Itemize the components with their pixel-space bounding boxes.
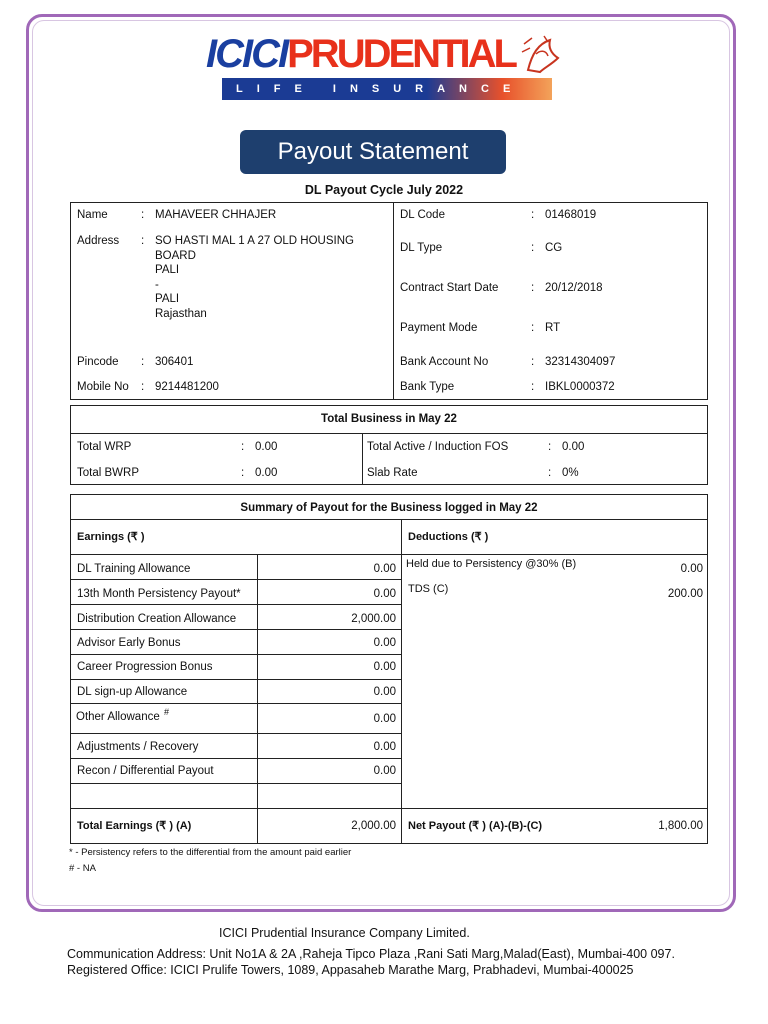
- dl-type-value: CG: [545, 242, 563, 254]
- earning-value: 0.00: [373, 563, 396, 575]
- earnings-header: Earnings (₹ ): [77, 531, 145, 543]
- pincode-label: Pincode: [77, 356, 119, 368]
- summary-divider: [257, 554, 258, 844]
- pincode-value: 306401: [155, 356, 194, 368]
- net-payout-value: 1,800.00: [658, 820, 703, 832]
- row-divider: [70, 783, 401, 784]
- logo-wordmark: [206, 30, 515, 78]
- company-logo: [206, 30, 566, 106]
- logo-icici-text: ICICI: [206, 32, 288, 76]
- earning-value: 2,000.00: [351, 613, 396, 625]
- wrp-label: Total WRP: [77, 441, 132, 453]
- name-label: Name: [77, 209, 108, 221]
- address-line: Rajasthan: [155, 308, 207, 320]
- net-payout-label: Net Payout (₹ ) (A)-(B)-(C): [408, 820, 543, 832]
- bank-account-label: Bank Account No: [400, 356, 489, 368]
- earning-value: 0.00: [373, 741, 396, 753]
- colon: :: [531, 322, 535, 334]
- deduction-label: Held due to Persistency @30% (B): [406, 558, 577, 570]
- earning-label: Other Allowance: [76, 711, 160, 723]
- colon: :: [531, 282, 535, 294]
- logo-tagline: LIFE INSURANCE: [222, 78, 552, 100]
- row-divider: [70, 808, 708, 809]
- address-line: SO HASTI MAL 1 A 27 OLD HOUSING: [155, 235, 354, 247]
- earning-value: 0.00: [373, 661, 396, 673]
- colon: :: [531, 356, 535, 368]
- business-divider: [362, 433, 363, 485]
- contract-date-label: Contract Start Date: [400, 282, 499, 294]
- mobile-label: Mobile No: [77, 381, 129, 393]
- colon: :: [141, 381, 145, 393]
- payout-cycle: DL Payout Cycle July 2022: [304, 183, 464, 197]
- colon: :: [531, 209, 535, 221]
- earning-value: 0.00: [373, 765, 396, 777]
- earning-value: 0.00: [373, 713, 396, 725]
- deduction-value: 200.00: [667, 588, 703, 600]
- business-divider: [70, 433, 708, 434]
- earning-label: DL Training Allowance: [77, 563, 191, 575]
- dl-code-label: DL Code: [400, 209, 445, 221]
- colon: :: [141, 235, 145, 247]
- address-line: PALI: [155, 264, 180, 276]
- other-allowance-mark: #: [164, 707, 170, 717]
- colon: :: [141, 356, 145, 368]
- summary-divider: [70, 519, 708, 520]
- colon: :: [548, 441, 552, 453]
- logo-emblem-icon: [518, 34, 562, 74]
- colon: :: [141, 209, 145, 221]
- logo-prudential-text: PRUDENTIAL: [287, 32, 515, 76]
- wrp-value: 0.00: [255, 441, 278, 453]
- colon: :: [548, 467, 552, 479]
- earning-value: 0.00: [373, 588, 396, 600]
- bwrp-value: 0.00: [255, 467, 278, 479]
- row-divider: [70, 654, 401, 655]
- footer-communication-address: Communication Address: Unit No1A & 2A ,Raheja Tipco Plaza ,Rani Sati Marg,Malad(East), Mumbai-400 097.: [67, 947, 675, 961]
- address-line: PALI: [155, 293, 180, 305]
- dl-type-label: DL Type: [400, 242, 443, 254]
- row-divider: [70, 733, 401, 734]
- address-line: -: [155, 279, 159, 291]
- earning-label: Adjustments / Recovery: [77, 741, 199, 753]
- total-earnings-label: Total Earnings (₹ ) (A): [77, 820, 192, 832]
- persistency-note: * - Persistency refers to the differential from the amount paid earlier: [69, 847, 352, 858]
- address-line: BOARD: [155, 250, 196, 262]
- colon: :: [531, 381, 535, 393]
- deduction-value: 0.00: [680, 563, 703, 575]
- na-note: # - NA: [69, 863, 96, 874]
- colon: :: [241, 441, 245, 453]
- fos-label: Total Active / Induction FOS: [367, 441, 509, 453]
- summary-heading: Summary of Payout for the Business logged in May 22: [240, 502, 538, 514]
- earning-label: Recon / Differential Payout: [77, 765, 214, 777]
- contract-date-value: 20/12/2018: [545, 282, 603, 294]
- bank-account-value: 32314304097: [545, 356, 616, 368]
- mobile-value: 9214481200: [155, 381, 219, 393]
- row-divider: [70, 604, 401, 605]
- earning-label: Distribution Creation Allowance: [77, 613, 237, 625]
- row-divider: [70, 703, 401, 704]
- bank-type-label: Bank Type: [400, 381, 455, 393]
- slab-value: 0%: [562, 467, 579, 479]
- footer-company: ICICI Prudential Insurance Company Limited.: [219, 926, 470, 940]
- row-divider: [70, 629, 401, 630]
- earning-label: Advisor Early Bonus: [77, 637, 181, 649]
- slab-label: Slab Rate: [367, 467, 418, 479]
- address-label: Address: [77, 235, 120, 247]
- total-earnings-value: 2,000.00: [351, 820, 396, 832]
- details-divider: [393, 202, 394, 400]
- earning-label: DL sign-up Allowance: [77, 686, 188, 698]
- bank-type-value: IBKL0000372: [545, 381, 615, 393]
- row-divider: [70, 679, 401, 680]
- row-divider: [70, 579, 401, 580]
- earning-value: 0.00: [373, 686, 396, 698]
- business-heading: Total Business in May 22: [321, 413, 457, 425]
- earning-label: 13th Month Persistency Payout*: [77, 588, 241, 600]
- summary-divider: [70, 554, 708, 555]
- earning-label: Career Progression Bonus: [77, 661, 213, 673]
- footer-registered-office: Registered Office: ICICI Prulife Towers, 1089, Appasaheb Marathe Marg, Prabhadevi, Mumbai-400025: [67, 963, 634, 977]
- deduction-label: TDS (C): [408, 583, 449, 595]
- summary-divider: [401, 519, 402, 844]
- bwrp-label: Total BWRP: [77, 467, 139, 479]
- colon: :: [531, 242, 535, 254]
- payment-mode-label: Payment Mode: [400, 322, 478, 334]
- payment-mode-value: RT: [545, 322, 561, 334]
- row-divider: [70, 758, 401, 759]
- deductions-header: Deductions (₹ ): [408, 531, 489, 543]
- dl-code-value: 01468019: [545, 209, 597, 221]
- colon: :: [241, 467, 245, 479]
- name-value: MAHAVEER CHHAJER: [155, 209, 277, 221]
- fos-value: 0.00: [562, 441, 585, 453]
- earning-value: 0.00: [373, 637, 396, 649]
- page-title: Payout Statement: [240, 130, 506, 174]
